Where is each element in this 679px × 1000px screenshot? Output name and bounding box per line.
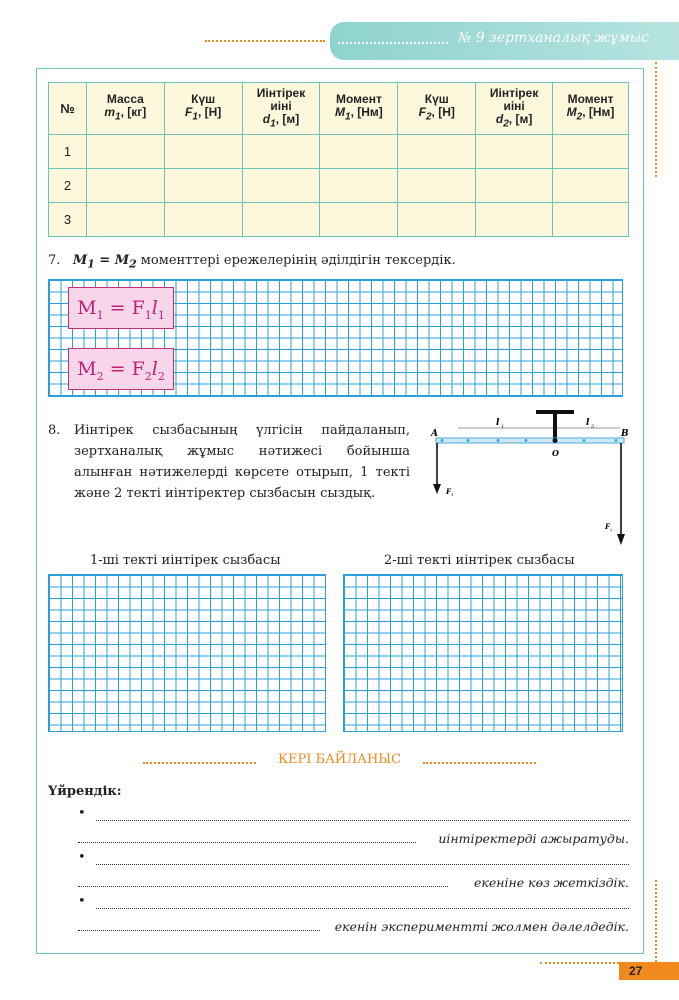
lab-work-title: № 9 зертханалық жұмыс [458, 30, 650, 46]
label-l1-sub: 1 [501, 424, 505, 430]
label-l2-sub: 2 [591, 424, 595, 430]
table-cell[interactable] [86, 203, 164, 237]
learned-item-end: иінтіректерді ажыратуды. [438, 831, 629, 846]
bullet-icon: • [78, 850, 86, 865]
answer-dots [78, 886, 448, 887]
header-dots-left [205, 40, 325, 42]
label-b: B [621, 429, 629, 439]
measurement-table [48, 82, 629, 237]
table-cell[interactable] [242, 135, 320, 169]
answer-dots [78, 930, 320, 931]
label-o: O [552, 448, 559, 458]
learned-line[interactable] [78, 918, 629, 934]
table-row [49, 203, 629, 237]
first-class-lever-grid[interactable] [48, 574, 326, 732]
task-8-number: 8. [48, 423, 61, 438]
table-cell[interactable] [242, 203, 320, 237]
side-dots-top [655, 62, 657, 177]
answer-dots [96, 820, 629, 821]
side-dots-bottom [655, 880, 657, 962]
task-8-text: Иінтірек сызбасының үлгісін пайдаланып, зертханалық жұмыс нәтижесі бойынша алынған нәтижелерді көрсете отырып, 1 текті және 2 текті иінтіректер сызбасын сыздық. [74, 423, 410, 501]
label-l2: l [586, 418, 590, 428]
grid-label-first-class: 1-ші текті иінтірек сызбасы [90, 553, 281, 568]
header-force-2: Күш $F_2$, [Н] [398, 83, 476, 135]
header-arm-1: Иінтірек иіні $d_1$, [м] [242, 83, 320, 135]
grid-label-second-class: 2-ші текті иінтірек сызбасы [384, 553, 575, 568]
table-cell[interactable] [320, 169, 398, 203]
formula-eq: = [94, 253, 115, 268]
table-cell[interactable] [553, 135, 629, 169]
table-cell[interactable] [164, 169, 242, 203]
formula-m2-sub: 2 [129, 257, 137, 271]
table-cell[interactable] [164, 135, 242, 169]
table-cell[interactable] [553, 203, 629, 237]
header-dots-inner [338, 42, 448, 44]
second-class-lever-grid[interactable] [343, 574, 623, 732]
force-f2-arrowhead-icon [617, 534, 625, 545]
feedback-dots-right [423, 762, 536, 764]
header-mass: Масса $m_1$, [кг] [86, 83, 164, 135]
learned-item-end: екенін экспериментті жолмен дәлелдедік. [334, 919, 629, 934]
header-force-1: Күш $F_1$, [Н] [164, 83, 242, 135]
table-cell[interactable] [242, 169, 320, 203]
label-l1: l [496, 418, 500, 428]
answer-dots [96, 864, 629, 865]
support-post-icon [553, 412, 557, 438]
label-a: A [431, 429, 438, 439]
table-cell[interactable] [476, 203, 553, 237]
bullet-icon: • [78, 806, 86, 821]
formula-m1-sub: 1 [87, 257, 95, 271]
learned-line[interactable] [78, 808, 629, 824]
label-f2: F [605, 522, 610, 531]
formula-box-1: $M_1 = F_1l_1$ [68, 287, 174, 329]
task-7-text: моменттері ережелерінің әділдігін тексердік. [136, 253, 456, 268]
row-number: 3 [49, 203, 87, 237]
table-cell[interactable] [476, 169, 553, 203]
header-number: № [49, 83, 87, 135]
pivot-icon [553, 438, 558, 443]
table-row [49, 169, 629, 203]
table-cell[interactable] [398, 135, 476, 169]
bullet-icon: • [78, 894, 86, 909]
table-cell[interactable] [476, 135, 553, 169]
task-7-number: 7. [48, 253, 61, 268]
task-7 [48, 253, 456, 271]
row-number: 1 [49, 135, 87, 169]
table-cell[interactable] [320, 135, 398, 169]
label-f1: F [446, 487, 451, 496]
table-header-row [49, 83, 629, 135]
learned-line[interactable] [78, 830, 629, 846]
table-cell[interactable] [86, 169, 164, 203]
label-f1-sub: 1 [451, 492, 454, 497]
learned-item-end: екеніне көз жеткіздік. [474, 875, 629, 890]
feedback-dots-left [143, 762, 256, 764]
answer-dots [96, 908, 629, 909]
table-cell[interactable] [398, 169, 476, 203]
page-number: 27 [619, 962, 679, 980]
feedback-title: КЕРІ БАЙЛАНЫС [277, 752, 402, 767]
header-moment-2: Момент $M_2$, [Нм] [553, 83, 629, 135]
learned-line[interactable] [78, 852, 629, 868]
answer-dots [78, 842, 416, 843]
learned-title: Үйрендік: [48, 784, 122, 799]
learned-line[interactable] [78, 874, 629, 890]
formula-m2: M [114, 253, 130, 268]
lever-diagram [428, 406, 633, 548]
table-row [49, 135, 629, 169]
table-cell[interactable] [398, 203, 476, 237]
table-cell[interactable] [553, 169, 629, 203]
label-f2-sub: 2 [610, 527, 613, 532]
formula-m1: M [72, 253, 88, 268]
header-arm-2: Иінтірек иіні $d_2$, [м] [476, 83, 553, 135]
force-f1-arrowhead-icon [433, 484, 441, 494]
table-cell[interactable] [164, 203, 242, 237]
table-cell[interactable] [320, 203, 398, 237]
learned-line[interactable] [78, 896, 629, 912]
task-8 [48, 420, 410, 504]
row-number: 2 [49, 169, 87, 203]
formula-box-2: $M_2 = F_2l_2$ [68, 348, 174, 390]
header-moment-1: Момент $M_1$, [Нм] [320, 83, 398, 135]
table-cell[interactable] [86, 135, 164, 169]
lever-beam [436, 438, 624, 443]
